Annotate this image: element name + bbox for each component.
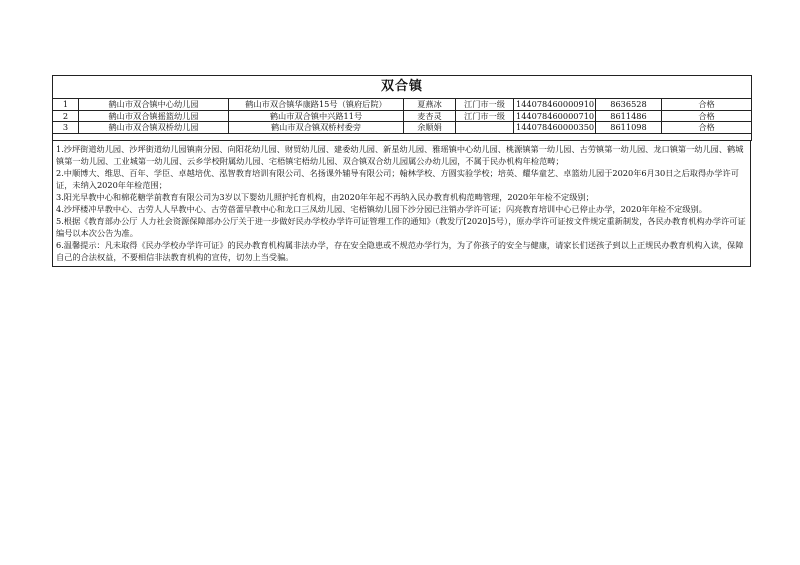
kindergarten-name: 鹤山市双合镇摇篮幼儿园 xyxy=(79,110,229,122)
kindergarten-address: 鹤山市双合镇双桥村委旁 xyxy=(229,122,404,134)
inspection-result: 合格 xyxy=(662,122,752,134)
responsible-person: 夏燕冰 xyxy=(404,99,456,111)
kindergarten-table xyxy=(52,75,752,141)
phone-number: 8611486 xyxy=(596,110,662,122)
note-item: 4.沙坪楼冲早教中心、古劳人人早教中心、古劳蓓蕾早教中心和龙口三凤幼儿园、宅梧镇幼儿园下沙分园已注销办学许可证；闪亮教育培训中心已停止办学，2020年年检不定级别。 xyxy=(56,203,707,214)
kindergarten-name: 鹤山市双合镇中心幼儿园 xyxy=(79,99,229,111)
license-number: 144078460000910 xyxy=(514,99,596,111)
note-item: 5.根据《教育部办公厅 人力社会资源保障部办公厅关于进一步做好民办学校办学许可证管理工作的通知》（教发厅[2020]5号），原办学许可证按文件规定重新制发，各民办教育机构办学许可证编号以本次公告为准。 xyxy=(56,215,746,238)
kindergarten-address: 鹤山市双合镇华康路15号（镇府后院） xyxy=(229,99,404,111)
table-row xyxy=(53,122,752,134)
table-row xyxy=(53,99,752,111)
document-sheet xyxy=(52,75,751,267)
town-title: 双合镇 xyxy=(53,76,752,99)
inspection-result: 合格 xyxy=(662,99,752,111)
responsible-person: 余顺娟 xyxy=(404,122,456,134)
spacer-row xyxy=(53,133,752,140)
license-number: 144078460000350 xyxy=(514,122,596,134)
note-item: 1.沙坪街道幼儿园、沙坪街道幼儿园镇南分园、向阳花幼儿园、财贸幼儿园、建委幼儿园、新星幼儿园、雅瑶镇中心幼儿园、桃源镇第一幼儿园、古劳镇第一幼儿园、龙口镇第一幼儿园、鹤城镇第一幼儿园、工业城第一幼儿园、云乡学校附属幼儿园、宅梧镇宅梧幼儿园、双合镇双合幼儿园属公办幼儿园，不属于民办机构年检范畴； xyxy=(56,143,744,166)
row-number: 3 xyxy=(53,122,79,134)
notes-block xyxy=(52,141,751,267)
kindergarten-address: 鹤山市双合镇中兴路11号 xyxy=(229,110,404,122)
note-item: 3.阳光早教中心和棉花糖学前教育有限公司为3岁以下婴幼儿照护托育机构，由2020年年起不再纳入民办教育机构范畴管理，2020年年检不定级别； xyxy=(56,191,594,202)
inspection-result: 合格 xyxy=(662,110,752,122)
row-number: 2 xyxy=(53,110,79,122)
table-row xyxy=(53,110,752,122)
responsible-person: 麦杏灵 xyxy=(404,110,456,122)
row-number: 1 xyxy=(53,99,79,111)
town-title-row xyxy=(53,76,752,99)
spacer-cell xyxy=(53,133,752,140)
note-item: 2.中顺博大、维思、百年、学臣、卓越培优、泓智教育培训有限公司、名扬课外辅导有限公司；翰林学校、方圆实验学校；培英、耀华童艺、卓篮幼儿园于2020年6月30日之后取得办学许可证，未纳入2020年年检范围； xyxy=(56,167,739,190)
kindergarten-name: 鹤山市双合镇双桥幼儿园 xyxy=(79,122,229,134)
grade-level: 江门市一级 xyxy=(456,110,514,122)
grade-level: 江门市一级 xyxy=(456,99,514,111)
phone-number: 8636528 xyxy=(596,99,662,111)
license-number: 144078460000710 xyxy=(514,110,596,122)
grade-level xyxy=(456,122,514,134)
phone-number: 8611098 xyxy=(596,122,662,134)
note-item: 6.温馨提示：凡未取得《民办学校办学许可证》的民办教育机构属非法办学，存在安全隐患或不规范办学行为，为了你孩子的安全与健康，请家长们送孩子到以上正规民办教育机构入读，保障自己的合法权益，不要相信非法教育机构的宣传，切勿上当受骗。 xyxy=(56,239,744,262)
